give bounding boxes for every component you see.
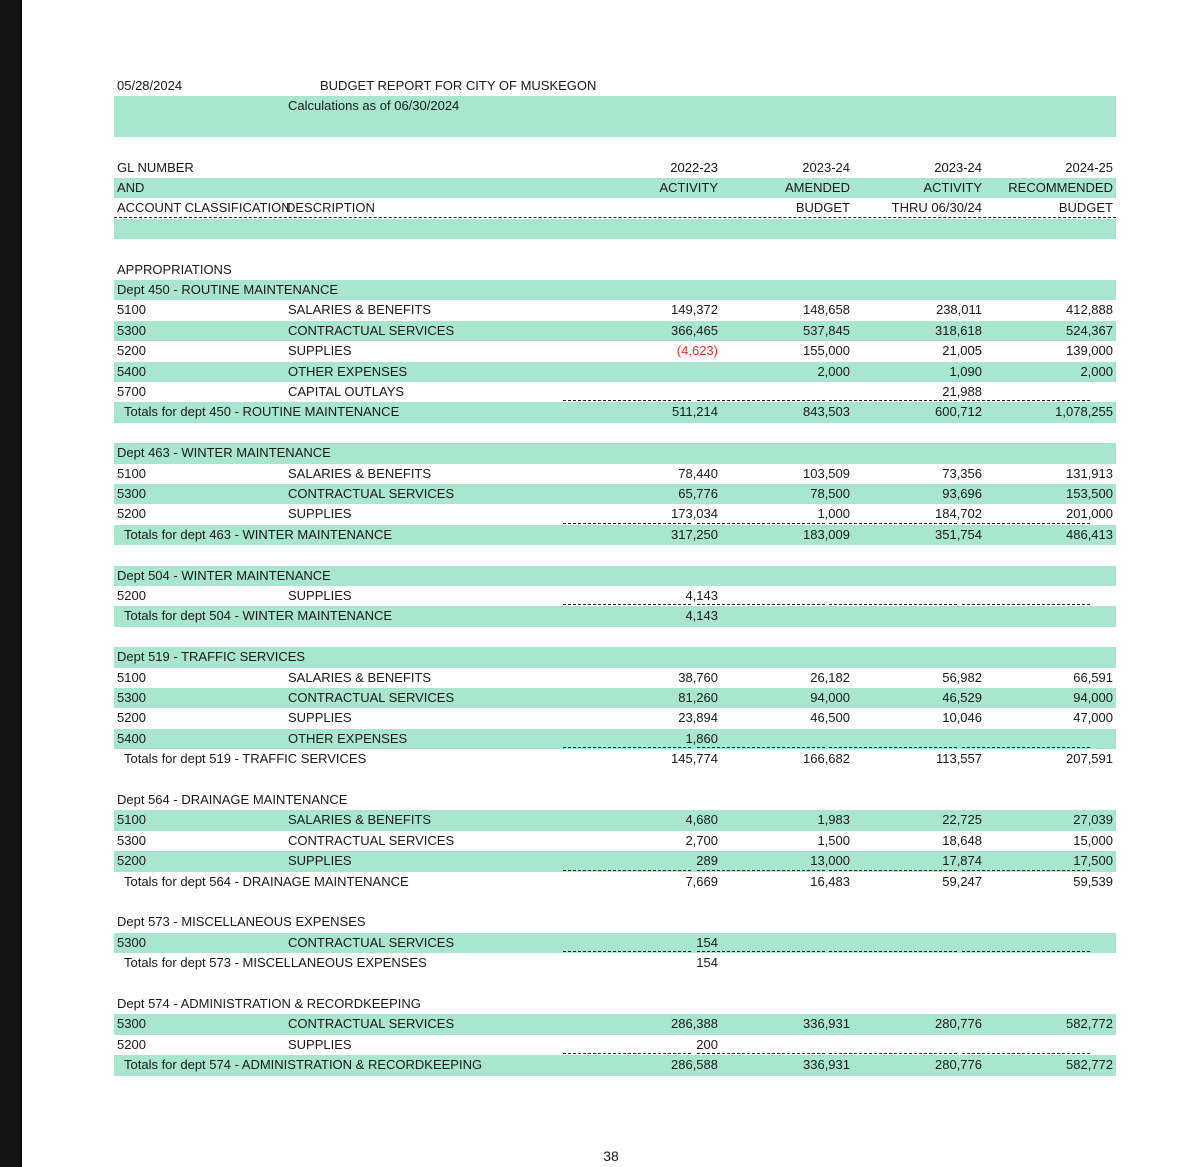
column-type-header: RECOMMENDED	[1008, 180, 1113, 195]
total-rule	[563, 951, 691, 952]
total-rule	[962, 1053, 1090, 1054]
dept-total-row	[114, 872, 1116, 892]
line-item-row	[114, 484, 1116, 504]
amount-cell: 289	[696, 853, 718, 869]
total-amount-cell: 486,413	[1066, 526, 1113, 542]
amount-cell: 73,356	[942, 465, 982, 481]
gl-code: 5200	[117, 1036, 146, 1052]
report-title: BUDGET REPORT FOR CITY OF MUSKEGON	[320, 78, 597, 93]
total-amount-cell: 317,250	[671, 526, 718, 542]
line-item-row	[114, 729, 1116, 749]
gl-code: 5100	[117, 302, 146, 318]
line-item-row	[114, 1035, 1116, 1055]
amount-cell: 38,760	[678, 669, 718, 685]
line-item-row	[114, 1014, 1116, 1034]
dept-total-row	[114, 1055, 1116, 1075]
spacer-row	[114, 117, 1116, 137]
amount-cell: 537,845	[803, 322, 850, 338]
amount-cell: 56,982	[942, 669, 982, 685]
account-description: SALARIES & BENEFITS	[288, 465, 432, 481]
amount-cell: 2,700	[685, 832, 718, 848]
line-item-row	[114, 341, 1116, 361]
amount-cell: 21,988	[942, 384, 982, 399]
account-description: SALARIES & BENEFITS	[288, 302, 432, 318]
account-description: CONTRACTUAL SERVICES	[288, 690, 455, 705]
amount-cell: 22,725	[942, 812, 982, 828]
total-rule	[563, 604, 691, 605]
amount-cell: 318,618	[935, 322, 982, 338]
amount-cell: 78,500	[810, 486, 850, 501]
account-description: CONTRACTUAL SERVICES	[288, 322, 455, 338]
amount-cell: 149,372	[671, 302, 718, 318]
amount-cell: 154	[696, 934, 718, 950]
amount-cell: 1,983	[817, 812, 850, 828]
total-rule	[829, 951, 957, 952]
total-rule	[829, 604, 957, 605]
line-item-row	[114, 810, 1116, 830]
column-sub-header: THRU 06/30/24	[891, 200, 982, 216]
line-item-row	[114, 851, 1116, 871]
total-rule	[563, 400, 691, 401]
column-header-row	[114, 178, 1116, 198]
account-description: CONTRACTUAL SERVICES	[288, 486, 455, 501]
amount-cell: 336,931	[803, 1016, 850, 1032]
dept-total-row	[114, 606, 1116, 626]
total-amount-cell: 16,483	[810, 873, 850, 889]
account-description: SUPPLIES	[288, 710, 352, 726]
gl-code: 5200	[117, 343, 146, 359]
gl-code: 5200	[117, 588, 146, 603]
page-number: 38	[603, 1148, 619, 1164]
amount-cell: 286,388	[671, 1016, 718, 1032]
account-description: SUPPLIES	[288, 506, 352, 522]
amount-cell: 173,034	[671, 506, 718, 522]
total-amount-cell: 280,776	[935, 1057, 982, 1073]
column-year-header: 2024-25	[1065, 159, 1113, 175]
amount-cell: 139,000	[1066, 343, 1113, 359]
amount-cell: (4,623)	[676, 343, 718, 359]
account-description: SUPPLIES	[288, 1036, 352, 1052]
line-item-row	[114, 362, 1116, 382]
header-rule	[114, 217, 1116, 218]
total-rule	[829, 870, 957, 871]
gl-code: 5200	[117, 710, 146, 726]
dept-total-label: Totals for dept 564 - DRAINAGE MAINTENANCE	[124, 873, 409, 889]
dept-title: Dept 573 - MISCELLANEOUS EXPENSES	[117, 914, 366, 930]
column-type-header: ACTIVITY	[659, 180, 718, 195]
amount-cell: 155,000	[803, 343, 850, 359]
total-amount-cell: 166,682	[803, 751, 850, 767]
amount-cell: 46,500	[810, 710, 850, 726]
gl-code: 5200	[117, 853, 146, 869]
dept-total-row	[114, 402, 1116, 422]
column-type-header: ACTIVITY	[923, 180, 982, 195]
amount-cell: 582,772	[1066, 1016, 1113, 1032]
dept-title-row	[114, 790, 1116, 810]
amount-cell: 238,011	[935, 302, 982, 318]
total-amount-cell: 351,754	[935, 526, 982, 542]
amount-cell: 280,776	[935, 1016, 982, 1032]
account-description: CAPITAL OUTLAYS	[288, 384, 405, 399]
amount-cell: 1,000	[817, 506, 850, 522]
amount-cell: 4,680	[685, 812, 718, 828]
line-item-row	[114, 504, 1116, 524]
column-year-header: 2023-24	[934, 159, 982, 175]
gl-number-header: GL NUMBER	[117, 159, 194, 175]
total-rule	[697, 400, 825, 401]
total-amount-cell: 207,591	[1066, 751, 1113, 767]
total-amount-cell: 59,539	[1073, 873, 1113, 889]
gl-code: 5400	[117, 730, 146, 746]
amount-cell: 1,860	[685, 730, 718, 746]
line-item-row	[114, 831, 1116, 851]
line-item-row	[114, 300, 1116, 320]
total-rule	[829, 1053, 957, 1054]
report-header-row	[114, 76, 1116, 96]
calc-row	[114, 96, 1116, 116]
amount-cell: 103,509	[803, 465, 850, 481]
account-description: CONTRACTUAL SERVICES	[288, 934, 455, 950]
column-sub-header: BUDGET	[795, 200, 850, 216]
gl-code: 5300	[117, 322, 146, 338]
dept-total-label: Totals for dept 573 - MISCELLANEOUS EXPENSES	[124, 955, 427, 971]
spacer-row	[114, 219, 1116, 239]
total-amount-cell: 582,772	[1066, 1057, 1113, 1073]
total-rule	[697, 604, 825, 605]
dept-total-label: Totals for dept 519 - TRAFFIC SERVICES	[124, 751, 367, 767]
gl-code: 5400	[117, 363, 146, 379]
gl-and-header: AND	[117, 180, 145, 195]
amount-cell: 15,000	[1073, 832, 1113, 848]
spacer-row	[114, 137, 1116, 157]
total-rule	[697, 951, 825, 952]
gl-code: 5300	[117, 486, 146, 501]
line-item-row	[114, 321, 1116, 341]
amount-cell: 18,648	[942, 832, 982, 848]
total-rule	[563, 747, 691, 748]
amount-cell: 78,440	[678, 465, 718, 481]
total-rule	[829, 400, 957, 401]
dept-title: Dept 574 - ADMINISTRATION & RECORDKEEPING	[117, 996, 421, 1011]
dept-title-row	[114, 647, 1116, 667]
total-amount-cell: 336,931	[803, 1057, 850, 1073]
account-description: SUPPLIES	[288, 343, 352, 359]
account-classification-header: ACCOUNT CLASSIFICATION	[117, 200, 291, 216]
total-amount-cell: 59,247	[942, 873, 982, 889]
appropriations-label: APPROPRIATIONS	[117, 261, 232, 277]
line-item-row	[114, 668, 1116, 688]
description-header: DESCRIPTION	[286, 200, 375, 216]
amount-cell: 27,039	[1073, 812, 1113, 828]
gl-code: 5300	[117, 690, 146, 705]
dept-title-row	[114, 994, 1116, 1014]
total-amount-cell: 154	[696, 955, 718, 971]
column-header-row	[114, 158, 1116, 178]
amount-cell: 131,913	[1066, 465, 1113, 481]
dept-total-row	[114, 953, 1116, 973]
gl-code: 5300	[117, 1016, 146, 1032]
total-amount-cell: 1,078,255	[1055, 404, 1113, 420]
account-description: OTHER EXPENSES	[288, 730, 408, 746]
total-rule	[962, 523, 1090, 524]
amount-cell: 47,000	[1073, 710, 1113, 726]
amount-cell: 412,888	[1066, 302, 1113, 318]
gl-code: 5300	[117, 934, 146, 950]
total-amount-cell: 183,009	[803, 526, 850, 542]
amount-cell: 2,000	[1080, 363, 1113, 379]
amount-cell: 2,000	[817, 363, 850, 379]
amount-cell: 23,894	[678, 710, 718, 726]
dept-title-row	[114, 443, 1116, 463]
dept-title: Dept 450 - ROUTINE MAINTENANCE	[117, 282, 339, 297]
amount-cell: 13,000	[810, 853, 850, 869]
amount-cell: 10,046	[942, 710, 982, 726]
dept-total-label: Totals for dept 504 - WINTER MAINTENANCE	[124, 608, 393, 624]
account-description: SALARIES & BENEFITS	[288, 669, 432, 685]
total-rule	[563, 1053, 691, 1054]
account-description: SUPPLIES	[288, 588, 352, 603]
line-item-row	[114, 464, 1116, 484]
amount-cell: 66,591	[1073, 669, 1113, 685]
dept-title-row	[114, 566, 1116, 586]
column-header-row	[114, 198, 1116, 218]
total-rule	[697, 870, 825, 871]
total-amount-cell: 600,712	[935, 404, 982, 420]
gl-code: 5100	[117, 669, 146, 685]
amount-cell: 94,000	[810, 690, 850, 705]
line-item-row	[114, 382, 1116, 402]
gl-code: 5100	[117, 812, 146, 828]
total-amount-cell: 7,669	[685, 873, 718, 889]
total-rule	[829, 523, 957, 524]
amount-cell: 148,658	[803, 302, 850, 318]
dept-title-row	[114, 912, 1116, 932]
dept-title: Dept 519 - TRAFFIC SERVICES	[117, 649, 306, 665]
total-rule	[962, 604, 1090, 605]
report-date: 05/28/2024	[117, 78, 183, 93]
column-year-header: 2023-24	[802, 159, 850, 175]
report-page	[22, 0, 1200, 1167]
amount-cell: 200	[696, 1036, 718, 1052]
column-year-header: 2022-23	[670, 159, 718, 175]
total-rule	[563, 870, 691, 871]
calc-date: Calculations as of 06/30/2024	[288, 98, 460, 114]
amount-cell: 201,000	[1066, 506, 1113, 522]
account-description: CONTRACTUAL SERVICES	[288, 832, 455, 848]
line-item-row	[114, 586, 1116, 606]
line-item-row	[114, 688, 1116, 708]
amount-cell: 93,696	[942, 486, 982, 501]
total-rule	[962, 951, 1090, 952]
amount-cell: 94,000	[1073, 690, 1113, 705]
total-rule	[829, 747, 957, 748]
column-type-header: AMENDED	[784, 180, 850, 195]
gl-code: 5700	[117, 384, 146, 399]
account-description: CONTRACTUAL SERVICES	[288, 1016, 455, 1032]
dept-total-label: Totals for dept 574 - ADMINISTRATION & RECORDKEEPING	[124, 1057, 483, 1073]
account-description: OTHER EXPENSES	[288, 363, 408, 379]
total-rule	[697, 747, 825, 748]
total-amount-cell: 843,503	[803, 404, 850, 420]
total-rule	[962, 747, 1090, 748]
gl-code: 5300	[117, 832, 146, 848]
amount-cell: 46,529	[942, 690, 982, 705]
total-amount-cell: 4,143	[685, 608, 718, 624]
amount-cell: 524,367	[1066, 322, 1113, 338]
total-amount-cell: 113,557	[935, 751, 982, 767]
total-amount-cell: 145,774	[671, 751, 718, 767]
dept-total-label: Totals for dept 463 - WINTER MAINTENANCE	[124, 526, 393, 542]
section-label-row	[114, 260, 1116, 280]
line-item-row	[114, 708, 1116, 728]
amount-cell: 81,260	[678, 690, 718, 705]
amount-cell: 4,143	[685, 588, 718, 603]
amount-cell: 17,500	[1073, 853, 1113, 869]
total-rule	[697, 1053, 825, 1054]
spacer-row	[114, 239, 1116, 259]
dept-title-row	[114, 280, 1116, 300]
amount-cell: 26,182	[810, 669, 850, 685]
amount-cell: 65,776	[678, 486, 718, 501]
account-description: SALARIES & BENEFITS	[288, 812, 432, 828]
gl-code: 5100	[117, 465, 146, 481]
total-rule	[962, 400, 1090, 401]
column-sub-header: BUDGET	[1058, 200, 1113, 216]
dept-title: Dept 564 - DRAINAGE MAINTENANCE	[117, 792, 348, 807]
total-rule	[962, 870, 1090, 871]
total-rule	[563, 523, 691, 524]
dept-title: Dept 504 - WINTER MAINTENANCE	[117, 567, 331, 583]
amount-cell: 17,874	[942, 853, 982, 869]
dept-total-label: Totals for dept 450 - ROUTINE MAINTENANCE	[124, 404, 400, 420]
amount-cell: 1,090	[949, 363, 982, 379]
amount-cell: 1,500	[817, 832, 850, 848]
dept-total-row	[114, 525, 1116, 545]
amount-cell: 184,702	[935, 506, 982, 522]
total-amount-cell: 286,588	[671, 1057, 718, 1073]
gl-code: 5200	[117, 506, 146, 522]
total-rule	[697, 523, 825, 524]
amount-cell: 366,465	[671, 322, 718, 338]
amount-cell: 21,005	[942, 343, 982, 359]
dept-title: Dept 463 - WINTER MAINTENANCE	[117, 445, 331, 461]
amount-cell: 153,500	[1066, 486, 1113, 501]
account-description: SUPPLIES	[288, 853, 352, 869]
line-item-row	[114, 933, 1116, 953]
total-amount-cell: 511,214	[671, 404, 718, 420]
dept-total-row	[114, 749, 1116, 769]
